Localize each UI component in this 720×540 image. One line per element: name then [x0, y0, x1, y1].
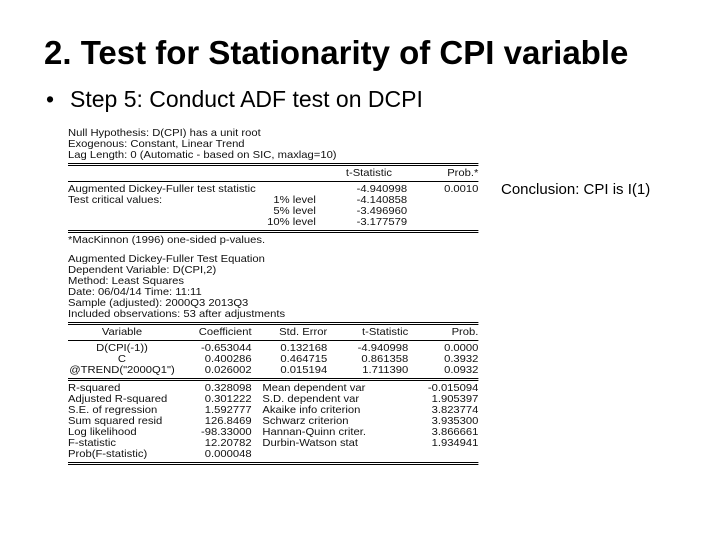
stat-label: Schwarz criterion	[262, 416, 349, 427]
stat-label: R-squared	[68, 383, 121, 394]
stat-label: Mean dependent var	[262, 383, 366, 394]
cell-prob: 0.0000	[444, 343, 479, 354]
adf-stat-row	[68, 184, 478, 195]
stat-value: -98.33000	[201, 427, 252, 438]
critical-level: 5% level	[273, 206, 316, 217]
table-row	[68, 354, 478, 365]
lag-length-line: Lag Length: 0 (Automatic - based on SIC, maxlag=10)	[68, 150, 337, 161]
stat-label	[262, 449, 408, 460]
cell-prob: 0.0932	[444, 365, 479, 376]
critical-label: Test critical values:	[68, 195, 163, 206]
adf-output-panel	[68, 128, 511, 518]
divider	[68, 181, 478, 182]
cell-coefficient: 0.400286	[204, 354, 252, 365]
cell-std-error: 0.464715	[280, 354, 328, 365]
critical-value: -4.140858	[356, 195, 408, 206]
critical-level: 10% level	[267, 217, 316, 228]
sample-line: Sample (adjusted): 2000Q3 2013Q3	[68, 298, 249, 309]
divider	[68, 322, 478, 325]
stat-value: 1.934941	[431, 438, 479, 449]
cell-prob: 0.3932	[444, 354, 479, 365]
cell-variable: C	[117, 354, 127, 365]
adf-stat-value: -4.940998	[356, 184, 408, 195]
table-row	[68, 427, 478, 438]
observations-line: Included observations: 53 after adjustments	[68, 309, 286, 320]
stat-label: Hannan-Quinn criter.	[262, 427, 366, 438]
coefficient-table	[68, 343, 478, 376]
stat-label: Log likelihood	[68, 427, 137, 438]
cell-std-error: 0.015194	[280, 365, 328, 376]
divider	[68, 462, 478, 465]
stat-value: 0.301222	[204, 394, 252, 405]
stat-label: Akaike info criterion	[262, 405, 361, 416]
stat-label: S.D. dependent var	[262, 394, 360, 405]
cell-coefficient: -0.653044	[201, 343, 252, 354]
critical-row	[68, 206, 478, 217]
divider	[68, 340, 478, 341]
cell-variable: D(CPI(-1))	[96, 343, 148, 354]
cell-variable: @TREND("2000Q1")	[69, 365, 175, 376]
divider	[68, 230, 478, 233]
adf-test-header	[68, 168, 478, 179]
stat-label: S.E. of regression	[68, 405, 158, 416]
equation-title: Augmented Dickey-Fuller Test Equation	[68, 254, 265, 265]
date-line: Date: 06/04/14 Time: 11:11	[68, 287, 202, 298]
bullet-dot-icon: •	[46, 86, 55, 112]
conclusion-text: Conclusion: CPI is I(1)	[501, 181, 651, 198]
stat-label: F-statistic	[68, 438, 117, 449]
col-header-tstat: t-Statistic	[345, 168, 392, 179]
stat-value: 0.328098	[204, 383, 252, 394]
col-header-variable: Variable	[101, 327, 143, 338]
bullet-item	[46, 86, 423, 113]
cell-t-statistic: 1.711390	[362, 365, 409, 376]
stat-value: 12.20782	[204, 438, 252, 449]
critical-row	[68, 195, 478, 206]
method-line: Method: Least Squares	[68, 276, 185, 287]
table-row	[68, 449, 478, 460]
bullet-text: Step 5: Conduct ADF test on DCPI	[70, 86, 423, 112]
table-row	[68, 394, 478, 405]
stat-label: Adjusted R-squared	[68, 394, 168, 405]
coefficient-table-header	[68, 327, 478, 338]
stat-value: 3.823774	[431, 405, 479, 416]
adf-stat-label: Augmented Dickey-Fuller test statistic	[68, 184, 256, 195]
dependent-variable-line: Dependent Variable: D(CPI,2)	[68, 265, 217, 276]
stat-label: Durbin-Watson stat	[262, 438, 359, 449]
adf-stat-prob: 0.0010	[444, 184, 479, 195]
table-row	[68, 405, 478, 416]
critical-row	[68, 217, 478, 228]
table-row	[68, 438, 478, 449]
stat-label: Sum squared resid	[68, 416, 163, 427]
adf-test-table	[68, 184, 478, 228]
critical-value: -3.496960	[356, 206, 408, 217]
stat-value: 126.8469	[204, 416, 252, 427]
table-row	[68, 383, 478, 394]
stat-value: 1.905397	[431, 394, 479, 405]
col-header-t-statistic: t-Statistic	[362, 327, 409, 338]
stat-value: 0.000048	[204, 449, 252, 460]
mackinnon-footnote: *MacKinnon (1996) one-sided p-values.	[68, 235, 266, 246]
critical-value: -3.177579	[356, 217, 408, 228]
stat-value: 3.866661	[431, 427, 479, 438]
critical-level: 1% level	[273, 195, 316, 206]
cell-std-error: 0.132168	[280, 343, 328, 354]
stat-value: 3.935300	[431, 416, 479, 427]
slide-title: 2. Test for Stationarity of CPI variable	[44, 34, 629, 71]
table-row	[68, 416, 478, 427]
exogenous-line: Exogenous: Constant, Linear Trend	[68, 139, 245, 150]
col-header-prob: Prob.	[451, 327, 479, 338]
table-row	[68, 343, 478, 354]
stat-value	[408, 449, 478, 460]
stat-value: -0.015094	[427, 383, 479, 394]
cell-t-statistic: 0.861358	[361, 354, 409, 365]
col-header-std-error: Std. Error	[279, 327, 328, 338]
cell-coefficient: 0.026002	[204, 365, 252, 376]
divider	[68, 163, 478, 166]
col-header-prob: Prob.*	[447, 168, 479, 179]
null-hypothesis-line: Null Hypothesis: D(CPI) has a unit root	[68, 128, 261, 139]
stat-label: Prob(F-statistic)	[68, 449, 148, 460]
cell-t-statistic: -4.940998	[357, 343, 409, 354]
regression-stats-table	[68, 383, 478, 460]
stat-value: 1.592777	[204, 405, 252, 416]
table-row	[68, 365, 478, 376]
col-header-coefficient: Coefficient	[198, 327, 252, 338]
divider	[68, 378, 478, 381]
